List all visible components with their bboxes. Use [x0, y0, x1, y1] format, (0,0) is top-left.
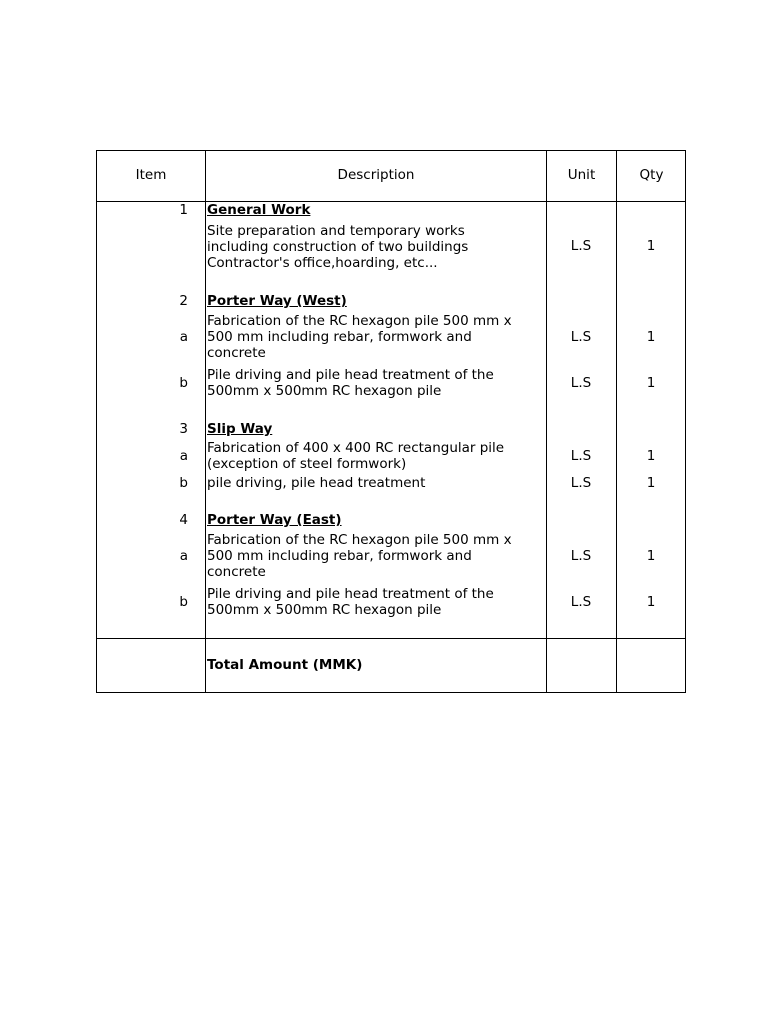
row-qty: 1	[646, 238, 656, 254]
section-title: Porter Way (West)	[207, 293, 347, 309]
description-line: including construction of two buildings	[207, 239, 469, 255]
row-unit: L.S	[570, 375, 592, 391]
row-label: a	[179, 548, 188, 564]
row-label: b	[179, 475, 188, 491]
header-item: Item	[135, 167, 167, 183]
header-qty: Qty	[639, 167, 664, 183]
row-description	[207, 475, 425, 491]
row-unit: L.S	[570, 475, 592, 491]
row-label: a	[179, 448, 188, 464]
description-line: (exception of steel formwork)	[207, 456, 407, 472]
row-description	[207, 313, 512, 361]
description-line: 500 mm including rebar, formwork and	[207, 548, 472, 564]
section-title: Porter Way (East)	[207, 512, 342, 528]
row-description	[207, 367, 494, 399]
row-label: b	[179, 375, 188, 391]
row-qty: 1	[646, 475, 656, 491]
description-line: Fabrication of the RC hexagon pile 500 mm x	[207, 532, 512, 548]
row-qty: 1	[646, 594, 656, 610]
row-unit: L.S	[570, 548, 592, 564]
row-qty: 1	[646, 329, 656, 345]
description-line: 500 mm including rebar, formwork and	[207, 329, 472, 345]
header-description: Description	[337, 167, 415, 183]
description-line: concrete	[207, 564, 266, 580]
section-title: General Work	[207, 202, 311, 218]
description-line: Fabrication of the RC hexagon pile 500 mm x	[207, 313, 512, 329]
column-divider-description	[546, 151, 547, 692]
row-unit: L.S	[570, 594, 592, 610]
row-unit: L.S	[570, 238, 592, 254]
row-label: a	[179, 329, 188, 345]
row-unit: L.S	[570, 448, 592, 464]
section-number: 4	[179, 512, 188, 528]
bill-of-quantities-table	[96, 150, 686, 693]
row-unit: L.S	[570, 329, 592, 345]
row-qty: 1	[646, 548, 656, 564]
section-number: 3	[179, 421, 188, 437]
row-qty: 1	[646, 448, 656, 464]
row-description	[207, 223, 468, 271]
section-title: Slip Way	[207, 421, 273, 437]
column-divider-item	[205, 151, 206, 692]
description-line: 500mm x 500mm RC hexagon pile	[207, 602, 442, 618]
section-number: 2	[179, 293, 188, 309]
column-divider-unit	[616, 151, 617, 692]
description-line: Fabrication of 400 x 400 RC rectangular pile	[207, 440, 505, 456]
description-line: concrete	[207, 345, 266, 361]
description-line: Pile driving and pile head treatment of the	[207, 367, 494, 383]
description-line: Contractor's office,hoarding, etc...	[207, 255, 438, 271]
description-line: Site preparation and temporary works	[207, 223, 465, 239]
row-description	[207, 440, 504, 472]
header-unit: Unit	[567, 167, 596, 183]
total-amount-label: Total Amount (MMK)	[207, 657, 363, 673]
description-line: 500mm x 500mm RC hexagon pile	[207, 383, 442, 399]
section-number: 1	[179, 202, 188, 218]
description-line: Pile driving and pile head treatment of the	[207, 586, 494, 602]
row-qty: 1	[646, 375, 656, 391]
row-label: b	[179, 594, 188, 610]
total-divider	[97, 638, 685, 639]
row-description	[207, 586, 494, 618]
row-description	[207, 532, 512, 580]
description-line: pile driving, pile head treatment	[207, 475, 426, 491]
